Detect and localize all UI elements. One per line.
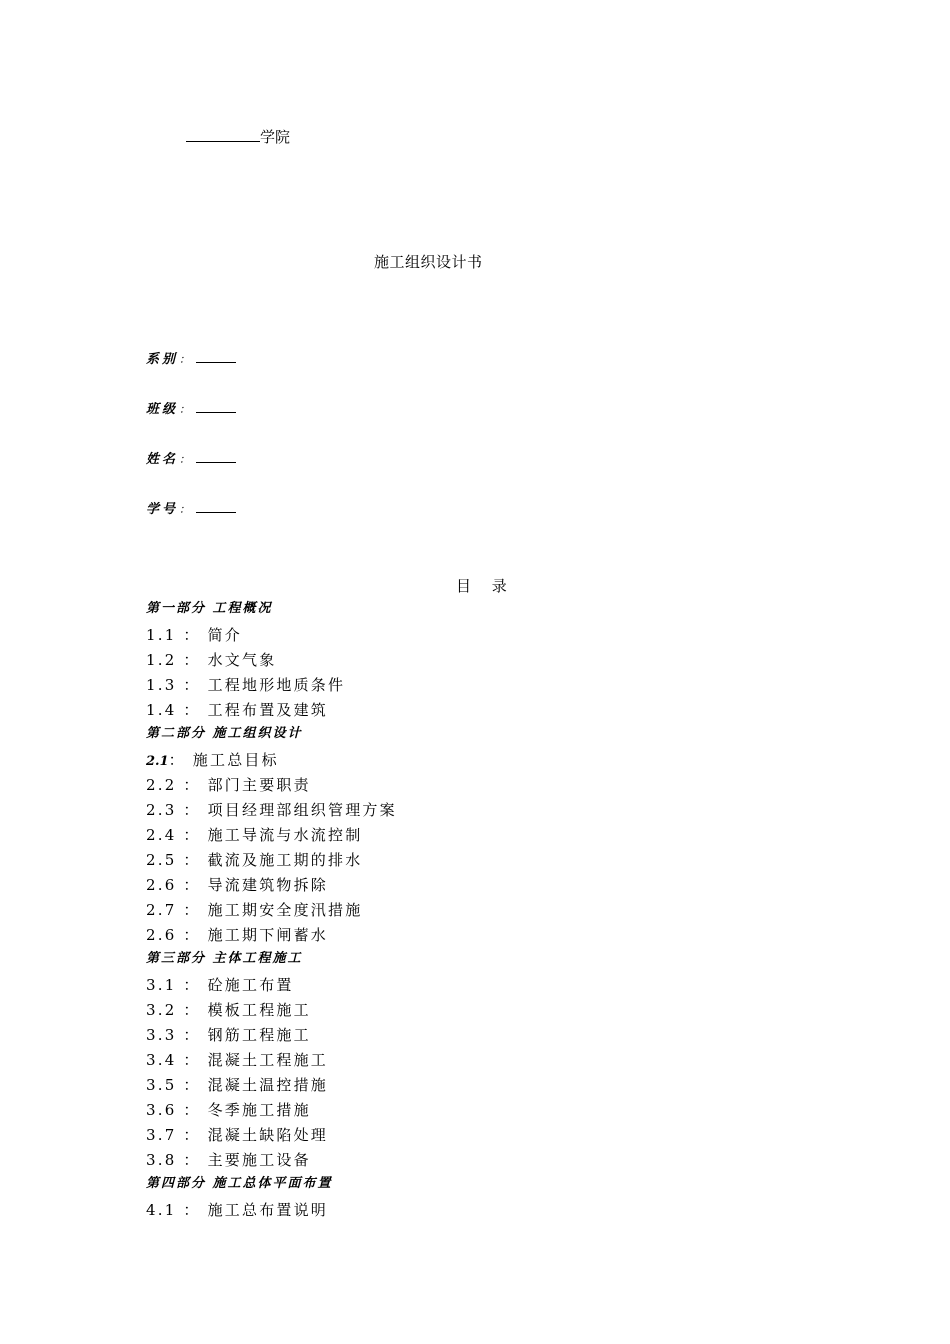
field-department-colon: ： [179, 353, 191, 366]
field-name-colon: ： [179, 453, 191, 466]
toc-item-3-5: 3.5 ： 混凝土温控措施 [146, 1076, 328, 1094]
field-department [146, 351, 236, 369]
toc-item-1-4: 1.4 ： 工程布置及建筑 [146, 701, 328, 719]
toc-item-2-6: 2.6 ： 导流建筑物拆除 [146, 876, 328, 894]
field-student-id-colon: ： [179, 503, 191, 516]
field-student-id-blank [196, 502, 236, 513]
toc-item-4-1: 4.1 ： 施工总布置说明 [146, 1201, 328, 1219]
toc-item-1-3: 1.3 ： 工程地形地质条件 [146, 676, 346, 694]
table-of-contents [146, 598, 746, 1223]
toc-part-3: 第三部分 主体工程施工 [146, 951, 303, 966]
college-line [186, 127, 290, 147]
toc-item-3-1: 3.1 ： 砼施工布置 [146, 976, 294, 994]
college-suffix: 学院 [260, 128, 291, 146]
toc-item-2-4: 2.4 ： 施工导流与水流控制 [146, 826, 363, 844]
field-name-label: 姓名 [146, 452, 179, 467]
toc-item-1-1: 1.1 ： 简介 [146, 626, 242, 644]
toc-item-3-4: 3.4 ： 混凝土工程施工 [146, 1051, 328, 1069]
toc-item-2-1-number: 2.1 [146, 754, 169, 769]
toc-item-2-1-text: ： 施工总目标 [168, 751, 279, 769]
toc-part-4: 第四部分 施工总体平面布置 [146, 1176, 333, 1191]
toc-item-3-2: 3.2 ： 模板工程施工 [146, 1001, 311, 1019]
toc-item-2-7: 2.7 ： 施工期安全度汛措施 [146, 901, 363, 919]
field-student-id [146, 501, 236, 519]
field-department-blank [196, 352, 236, 363]
field-class-blank [196, 402, 236, 413]
toc-item-2-5: 2.5 ： 截流及施工期的排水 [146, 851, 363, 869]
toc-part-1: 第一部分 工程概况 [146, 601, 273, 616]
field-class-label: 班级 [146, 402, 179, 417]
toc-item-3-6: 3.6 ： 冬季施工措施 [146, 1101, 311, 1119]
toc-heading: 目 录 [456, 577, 515, 595]
toc-item-2-6-b: 2.6 ： 施工期下闸蓄水 [146, 926, 328, 944]
toc-item-3-7: 3.7 ： 混凝土缺陷处理 [146, 1126, 328, 1144]
field-class [146, 401, 236, 419]
toc-item-2-2: 2.2 ： 部门主要职责 [146, 776, 311, 794]
toc-part-2: 第二部分 施工组织设计 [146, 726, 303, 741]
field-name [146, 451, 236, 469]
document-title: 施工组织设计书 [374, 253, 483, 271]
field-name-blank [196, 452, 236, 463]
field-student-id-label: 学号 [146, 502, 179, 517]
toc-item-3-3: 3.3 ： 钢筋工程施工 [146, 1026, 311, 1044]
toc-item-1-2: 1.2 ： 水文气象 [146, 651, 277, 669]
field-department-label: 系别 [146, 352, 179, 367]
toc-item-2-1 [146, 748, 746, 773]
toc-item-3-8: 3.8 ： 主要施工设备 [146, 1151, 311, 1169]
field-class-colon: ： [179, 403, 191, 416]
toc-item-2-3: 2.3 ： 项目经理部组织管理方案 [146, 801, 397, 819]
college-name-blank [186, 127, 260, 142]
